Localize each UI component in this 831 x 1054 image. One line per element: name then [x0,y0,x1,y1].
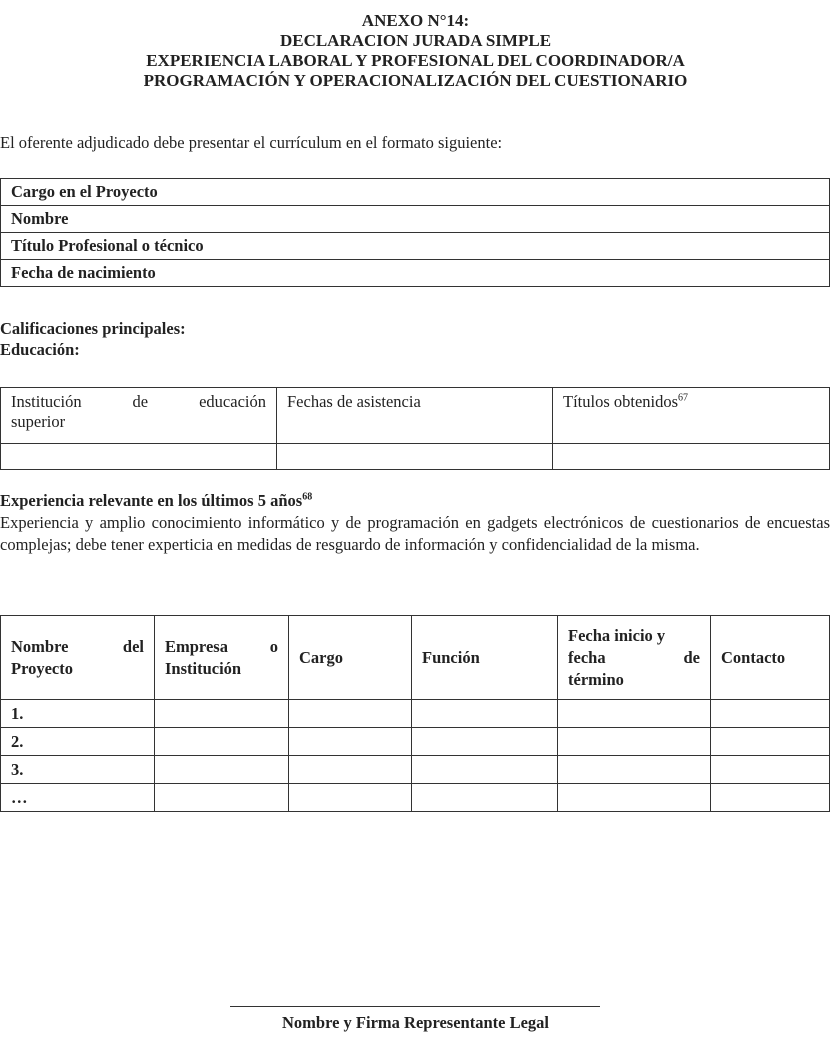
qualifications-heading: Calificaciones principales: [0,319,186,338]
field-nombre: Nombre [1,206,830,233]
education-header-dates: Fechas de asistencia [277,388,553,444]
document-title [0,11,831,91]
field-cargo: Cargo en el Proyecto [1,179,830,206]
projects-header-contact: Contacto [711,616,830,700]
field-fecha-nacimiento: Fecha de nacimiento [1,260,830,287]
projects-header-cargo: Cargo [289,616,412,700]
projects-header-name: Nombre del Proyecto [1,616,155,700]
title-line-3: EXPERIENCIA LABORAL Y PROFESIONAL DEL COORDINADOR/A [146,51,685,70]
footnote-67: 67 [678,392,689,404]
experience-heading: Experiencia relevante en los últimos 5 años$^{68}$ [0,491,313,510]
education-header-titles: Títulos obtenidos$^{67}$ [553,388,830,444]
intro-text: El oferente adjudicado debe presentar el currículum en el formato siguiente: [0,133,503,152]
footnote-68: 68 [302,491,313,503]
projects-header-dates: Fecha inicio y fecha de término [558,616,711,700]
education-header-institution: Institución de educación superior [1,388,277,444]
education-table [0,387,830,470]
education-cell [277,444,553,470]
row-number: 1. [1,700,155,728]
title-line-4: PROGRAMACIÓN Y OPERACIONALIZACIÓN DEL CUESTIONARIO [143,71,688,90]
field-titulo: Título Profesional o técnico [1,233,830,260]
education-cell [553,444,830,470]
signature-line [230,1006,600,1007]
table-row [1,700,830,728]
title-line-2: DECLARACION JURADA SIMPLE [279,31,552,50]
row-number: … [1,784,155,812]
projects-header-company: Empresa o Institución [155,616,289,700]
table-row [1,728,830,756]
personal-data-table [0,178,830,287]
title-line-1: ANEXO N°14: [361,11,470,30]
education-heading: Educación: [0,340,80,359]
row-number: 3. [1,756,155,784]
row-number: 2. [1,728,155,756]
table-row [1,756,830,784]
table-row [1,784,830,812]
projects-table [0,615,830,812]
signature-label: Nombre y Firma Representante Legal [281,1013,549,1032]
projects-header-funcion: Función [412,616,558,700]
education-cell [1,444,277,470]
experience-description: Experiencia y amplio conocimiento informático y de programación en gadgets electrónicos de cuestionarios de encuestas complejas; debe tener experticia en medidas de resguardo de información y confidencialidad de la misma. [0,513,830,554]
qualifications-headings [0,318,186,360]
